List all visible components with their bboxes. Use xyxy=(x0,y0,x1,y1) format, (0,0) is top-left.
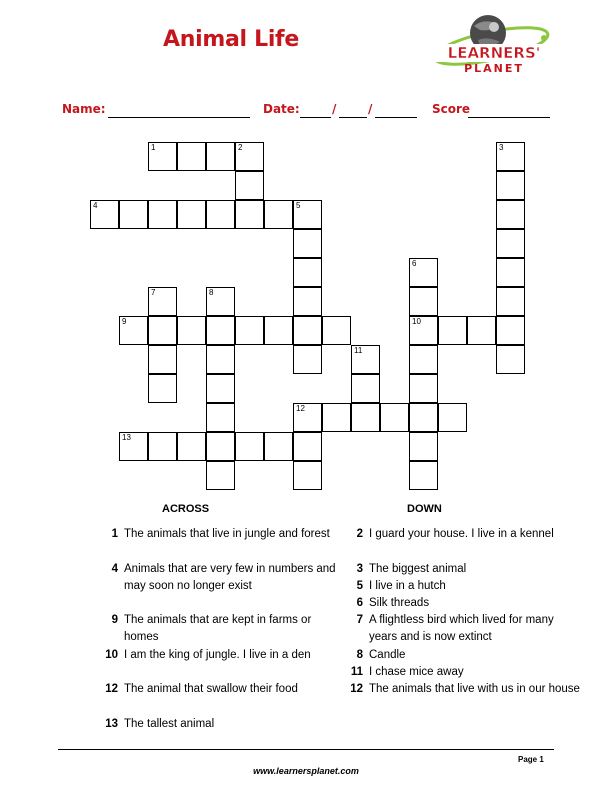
crossword-cell[interactable] xyxy=(496,171,525,200)
crossword-cell[interactable] xyxy=(496,200,525,229)
crossword-cell[interactable] xyxy=(467,316,496,345)
clue-number: 7 xyxy=(151,288,156,297)
crossword-cell[interactable] xyxy=(409,432,438,461)
crossword-cell[interactable] xyxy=(119,316,148,345)
clue-down: 2 I guard your house. I live in a kennel xyxy=(356,528,554,540)
crossword-cell[interactable] xyxy=(293,287,322,316)
crossword-cell[interactable] xyxy=(496,229,525,258)
crossword-cell[interactable] xyxy=(235,316,264,345)
score-label: Score xyxy=(432,102,471,116)
clue-number: 9 xyxy=(122,317,127,326)
crossword-cell[interactable] xyxy=(235,432,264,461)
crossword-cell[interactable] xyxy=(264,316,293,345)
clue-number: 6 xyxy=(412,259,417,268)
crossword-cell[interactable] xyxy=(119,200,148,229)
footer-divider xyxy=(58,749,554,750)
clue-across: 9 The animals that are kept in farms or homes xyxy=(111,614,312,644)
crossword-cell[interactable] xyxy=(148,287,177,316)
crossword-cell[interactable] xyxy=(409,316,438,345)
clue-across: 10 I am the king of jungle. I live in a den xyxy=(105,649,311,661)
crossword-cell[interactable] xyxy=(206,200,235,229)
crossword-cell[interactable] xyxy=(206,432,235,461)
down-heading: DOWN xyxy=(407,503,442,515)
crossword-cell[interactable] xyxy=(206,345,235,374)
crossword-cell[interactable] xyxy=(206,374,235,403)
crossword-cell[interactable] xyxy=(438,316,467,345)
crossword-cell[interactable] xyxy=(293,432,322,461)
clue-number: 8 xyxy=(209,288,214,297)
crossword-cell[interactable] xyxy=(148,345,177,374)
crossword-cell[interactable] xyxy=(119,432,148,461)
crossword-cell[interactable] xyxy=(409,345,438,374)
crossword-cell[interactable] xyxy=(409,374,438,403)
crossword-cell[interactable] xyxy=(177,316,206,345)
crossword-cell[interactable] xyxy=(206,316,235,345)
crossword-cell[interactable] xyxy=(235,171,264,200)
clue-number: 5 xyxy=(296,201,301,210)
date-separator: / xyxy=(368,102,373,116)
across-heading: ACROSS xyxy=(162,503,210,515)
clue-across: 12 The animal that swallow their food xyxy=(105,683,298,695)
crossword-cell[interactable] xyxy=(293,316,322,345)
date-separator: / xyxy=(332,102,337,116)
clue-down: 11 I chase mice away xyxy=(350,666,464,678)
crossword-cell[interactable] xyxy=(438,403,467,432)
clue-down: 7 A flightless bird which lived for many years and is now extinct xyxy=(356,614,554,644)
clue-number: 3 xyxy=(499,143,504,152)
crossword-cell[interactable] xyxy=(90,200,119,229)
crossword-cell[interactable] xyxy=(264,200,293,229)
clue-across: 1 The animals that live in jungle and forest xyxy=(111,528,330,540)
date-label: Date: xyxy=(263,102,300,116)
crossword-cell[interactable] xyxy=(496,316,525,345)
crossword-cell[interactable] xyxy=(206,403,235,432)
crossword-cell[interactable] xyxy=(293,403,322,432)
crossword-cell[interactable] xyxy=(409,461,438,490)
footer-url[interactable]: www.learnersplanet.com xyxy=(253,766,359,776)
crossword-cell[interactable] xyxy=(206,287,235,316)
logo-text-bottom: PLANET xyxy=(464,62,524,75)
crossword-cell[interactable] xyxy=(293,345,322,374)
crossword-cell[interactable] xyxy=(351,345,380,374)
crossword-cell[interactable] xyxy=(496,345,525,374)
crossword-cell[interactable] xyxy=(496,287,525,316)
page-number: Page 1 xyxy=(518,755,544,764)
crossword-cell[interactable] xyxy=(148,374,177,403)
clue-down: 3 The biggest animal xyxy=(356,563,467,575)
crossword-cell[interactable] xyxy=(206,461,235,490)
clue-number: 13 xyxy=(122,433,131,442)
clue-number: 11 xyxy=(354,346,363,355)
crossword-cell[interactable] xyxy=(177,200,206,229)
crossword-cell[interactable] xyxy=(409,287,438,316)
crossword-cell[interactable] xyxy=(351,374,380,403)
crossword-cell[interactable] xyxy=(293,258,322,287)
clue-down: 6 Silk threads xyxy=(356,597,430,609)
clue-number: 1 xyxy=(151,143,156,152)
crossword-cell[interactable] xyxy=(293,229,322,258)
crossword-cell[interactable] xyxy=(496,142,525,171)
crossword-cell[interactable] xyxy=(206,142,235,171)
clue-number: 12 xyxy=(296,404,305,413)
clue-down: 5 I live in a hutch xyxy=(356,580,446,592)
crossword-cell[interactable] xyxy=(177,142,206,171)
clue-down: 12 The animals that live with us in our house xyxy=(350,683,580,695)
clue-number: 10 xyxy=(412,317,421,326)
page-title: Animal Life xyxy=(163,27,299,52)
crossword-cell[interactable] xyxy=(235,200,264,229)
crossword-cell[interactable] xyxy=(235,142,264,171)
clue-number: 2 xyxy=(238,143,243,152)
crossword-cell[interactable] xyxy=(409,258,438,287)
crossword-cell[interactable] xyxy=(351,403,380,432)
crossword-cell[interactable] xyxy=(148,316,177,345)
crossword-cell[interactable] xyxy=(409,403,438,432)
crossword-cell[interactable] xyxy=(177,432,206,461)
crossword-cell[interactable] xyxy=(148,200,177,229)
crossword-cell[interactable] xyxy=(148,432,177,461)
crossword-cell[interactable] xyxy=(148,142,177,171)
crossword-cell[interactable] xyxy=(264,432,293,461)
logo-text-top: LEARNERS' xyxy=(447,44,541,62)
crossword-cell[interactable] xyxy=(496,258,525,287)
crossword-cell[interactable] xyxy=(322,316,351,345)
clue-across: 13 The tallest animal xyxy=(105,718,215,730)
crossword-cell[interactable] xyxy=(322,403,351,432)
crossword-cell[interactable] xyxy=(293,200,322,229)
crossword-cell[interactable] xyxy=(293,461,322,490)
clue-number: 4 xyxy=(93,201,98,210)
name-label: Name: xyxy=(62,102,106,116)
clue-down: 8 Candle xyxy=(356,649,406,661)
clue-across: 4 Animals that are very few in numbers and may soon no longer exist xyxy=(111,563,336,593)
crossword-cell[interactable] xyxy=(380,403,409,432)
